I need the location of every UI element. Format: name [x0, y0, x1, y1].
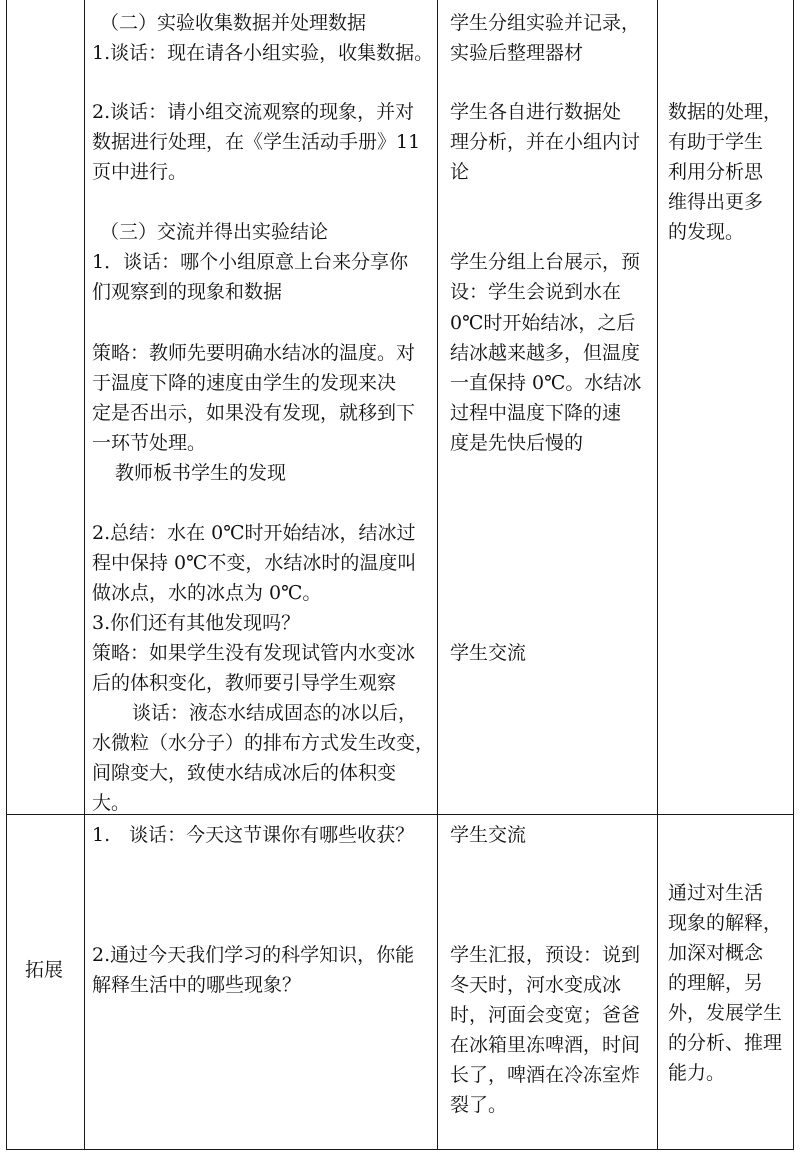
- teacher-line: 一环节处理。: [92, 432, 207, 454]
- student-line: 学生各自进行数据处: [450, 101, 622, 123]
- teacher-line: 2.谈话：请小组交流观察的现象，并对: [92, 101, 415, 123]
- teacher-line: 3.你们还有其他发现吗？: [92, 612, 301, 634]
- intent-line: 的发现。: [668, 221, 745, 243]
- intent-line: 有助于学生: [668, 131, 764, 153]
- student-line: 实验后整理器材: [450, 42, 584, 64]
- teacher-line: 1．谈话：哪个小组原意上台来分享你: [92, 251, 409, 273]
- teacher-line: （二）实验收集数据并处理数据: [100, 12, 367, 34]
- student-line: 0℃时开始结冰，之后: [450, 312, 636, 334]
- teacher-line: 策略：如果学生没有发现试管内水变冰: [92, 642, 416, 664]
- student-line: 长了，啤酒在冷冻室炸: [450, 1064, 641, 1086]
- intent-line: 加深对概念: [668, 942, 764, 964]
- student-line: 学生交流: [450, 824, 527, 846]
- intent-line: 的理解，另: [668, 972, 764, 994]
- teacher-line: 教师板书学生的发现: [115, 462, 287, 484]
- teacher-line: 解释生活中的哪些现象？: [92, 974, 302, 996]
- teacher-line: 1. 谈话：今天这节课你有哪些收获？: [92, 824, 415, 846]
- student-line: 冬天时，河水变成冰: [450, 974, 622, 996]
- teacher-line: 2.总结：水在 0℃时开始结冰，结冰过: [92, 522, 416, 544]
- teacher-line: 数据进行处理，在《学生活动手册》11: [92, 131, 421, 153]
- intent-line: 外，发展学生: [668, 1002, 783, 1024]
- student-line: 在冰箱里冻啤酒，时间: [450, 1034, 641, 1056]
- intent-line: 利用分析思: [668, 161, 764, 183]
- teacher-line: 页中进行。: [92, 161, 188, 183]
- teacher-line: 做冰点，水的冰点为 0℃。: [92, 582, 322, 604]
- student-line: 时，河面会变宽；爸爸: [450, 1004, 641, 1026]
- table-border-bottom: [6, 1149, 794, 1150]
- student-line: 学生分组实验并记录，: [450, 12, 641, 34]
- teacher-line: 于温度下降的速度由学生的发现来决: [92, 372, 397, 394]
- teacher-line: 间隙变大，致使水结成冰后的体积变: [92, 762, 397, 784]
- intent-line: 的分析、推理: [668, 1032, 783, 1054]
- intent-line: 维得出更多: [668, 191, 764, 213]
- teacher-line: 谈话：液态水结成固态的冰以后，: [132, 702, 418, 724]
- intent-line: 现象的解释，: [668, 912, 783, 934]
- intent-line: 数据的处理，: [668, 101, 783, 123]
- teacher-line: 1.谈话：现在请各小组实验，收集数据。: [92, 42, 434, 64]
- stage-label: 拓展: [25, 959, 64, 981]
- student-line: 设：学生会说到水在: [450, 281, 622, 303]
- teacher-line: 水微粒（水分子）的排布方式发生改变，: [92, 732, 435, 754]
- teacher-line: 大。: [92, 792, 131, 814]
- teacher-line: （三）交流并得出实验结论: [100, 221, 329, 243]
- student-line: 一直保持 0℃。水结冰: [450, 372, 642, 394]
- teacher-line: 们观察到的现象和数据: [92, 281, 283, 303]
- teacher-line: 程中保持 0℃不变，水结冰时的温度叫: [92, 552, 417, 574]
- teacher-line: 后的体积变化，教师要引导学生观察: [92, 672, 397, 694]
- student-line: 度是先快后慢的: [450, 432, 584, 454]
- student-line: 学生交流: [450, 642, 527, 664]
- student-line: 论: [450, 161, 470, 183]
- student-line: 结冰越来越多，但温度: [450, 342, 641, 364]
- table-border-left: [6, 0, 7, 1150]
- teacher-line: 2.通过今天我们学习的科学知识，你能: [92, 944, 415, 966]
- student-line: 学生分组上台展示，预: [450, 251, 641, 273]
- table-border-right: [793, 0, 794, 1150]
- column-divider-stage: [84, 0, 85, 1150]
- teacher-line: 策略：教师先要明确水结冰的温度。对: [92, 342, 416, 364]
- column-divider-teacher: [437, 0, 438, 1150]
- teacher-line: 定是否出示，如果没有发现，就移到下: [92, 402, 416, 424]
- column-divider-student: [657, 0, 658, 1150]
- student-line: 学生汇报，预设：说到: [450, 944, 641, 966]
- student-line: 过程中温度下降的速: [450, 402, 622, 424]
- student-line: 理分析，并在小组内讨: [450, 131, 641, 153]
- student-line: 裂了。: [450, 1094, 508, 1116]
- intent-line: 能力。: [668, 1062, 726, 1084]
- intent-line: 通过对生活: [668, 882, 764, 904]
